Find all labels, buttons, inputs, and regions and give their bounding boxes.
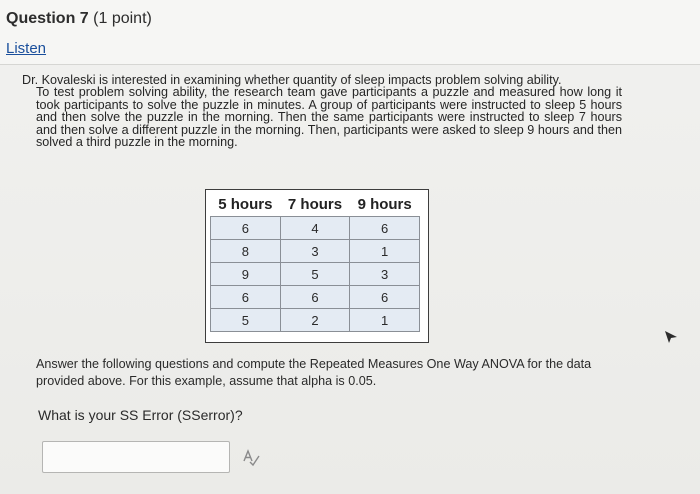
- instructions-text: Answer the following questions and compute the Repeated Measures One Way ANOVA for the data provided above. For this example, assume that alpha is 0.05.: [36, 357, 592, 388]
- table-row: [211, 217, 420, 240]
- question-prompt: What is your SS Error (SSerror)?: [38, 407, 243, 423]
- table-row: [211, 309, 420, 332]
- table-cell: 6: [350, 217, 420, 240]
- question-passage: [22, 74, 622, 148]
- spellcheck-icon[interactable]: [240, 446, 262, 468]
- pointer-cursor-icon: [664, 330, 678, 344]
- listen-link[interactable]: Listen: [6, 40, 47, 57]
- table-cell: 1: [350, 240, 420, 263]
- table-cell: 8: [211, 240, 281, 263]
- question-number: Question 7: [6, 10, 89, 27]
- column-header-9-hours: 9 hours: [350, 192, 420, 217]
- table-cell: 6: [211, 286, 281, 309]
- table-cell: 5: [280, 263, 350, 286]
- table-row: [211, 240, 420, 263]
- table-cell: 3: [280, 240, 350, 263]
- table-row: [211, 286, 420, 309]
- table-cell: 6: [211, 217, 281, 240]
- answer-input[interactable]: [42, 441, 230, 473]
- column-header-5-hours: 5 hours: [211, 192, 281, 217]
- question-header: [0, 0, 700, 65]
- passage-first-line: Dr. Kovaleski is interested in examining whether quantity of sleep impacts problem solving ability.: [22, 73, 562, 87]
- table-row: [211, 263, 420, 286]
- table-cell: 5: [211, 309, 281, 332]
- table-cell: 9: [211, 263, 281, 286]
- table-cell: 6: [280, 286, 350, 309]
- question-title: [6, 10, 152, 28]
- table-cell: 1: [350, 309, 420, 332]
- table-cell: 3: [350, 263, 420, 286]
- table-cell: 4: [280, 217, 350, 240]
- data-table-container: [205, 189, 429, 343]
- column-header-7-hours: 7 hours: [280, 192, 350, 217]
- table-cell: 2: [280, 309, 350, 332]
- data-table: [210, 192, 420, 332]
- table-cell: 6: [350, 286, 420, 309]
- question-points: (1 point): [93, 10, 152, 27]
- passage-body: To test problem solving ability, the research team gave participants a puzzle and measured how long it took participants to solve the puzzle in minutes. A group of participants were instructed to sleep 5 hours and then solve the puzzle in the morning. Then the same participants were instructed to sleep 7 hours and then solve a different puzzle in the morning. Then, participants were asked to sleep 9 hours and then solved a third puzzle in the morning.: [36, 85, 622, 150]
- table-header-row: [211, 192, 420, 217]
